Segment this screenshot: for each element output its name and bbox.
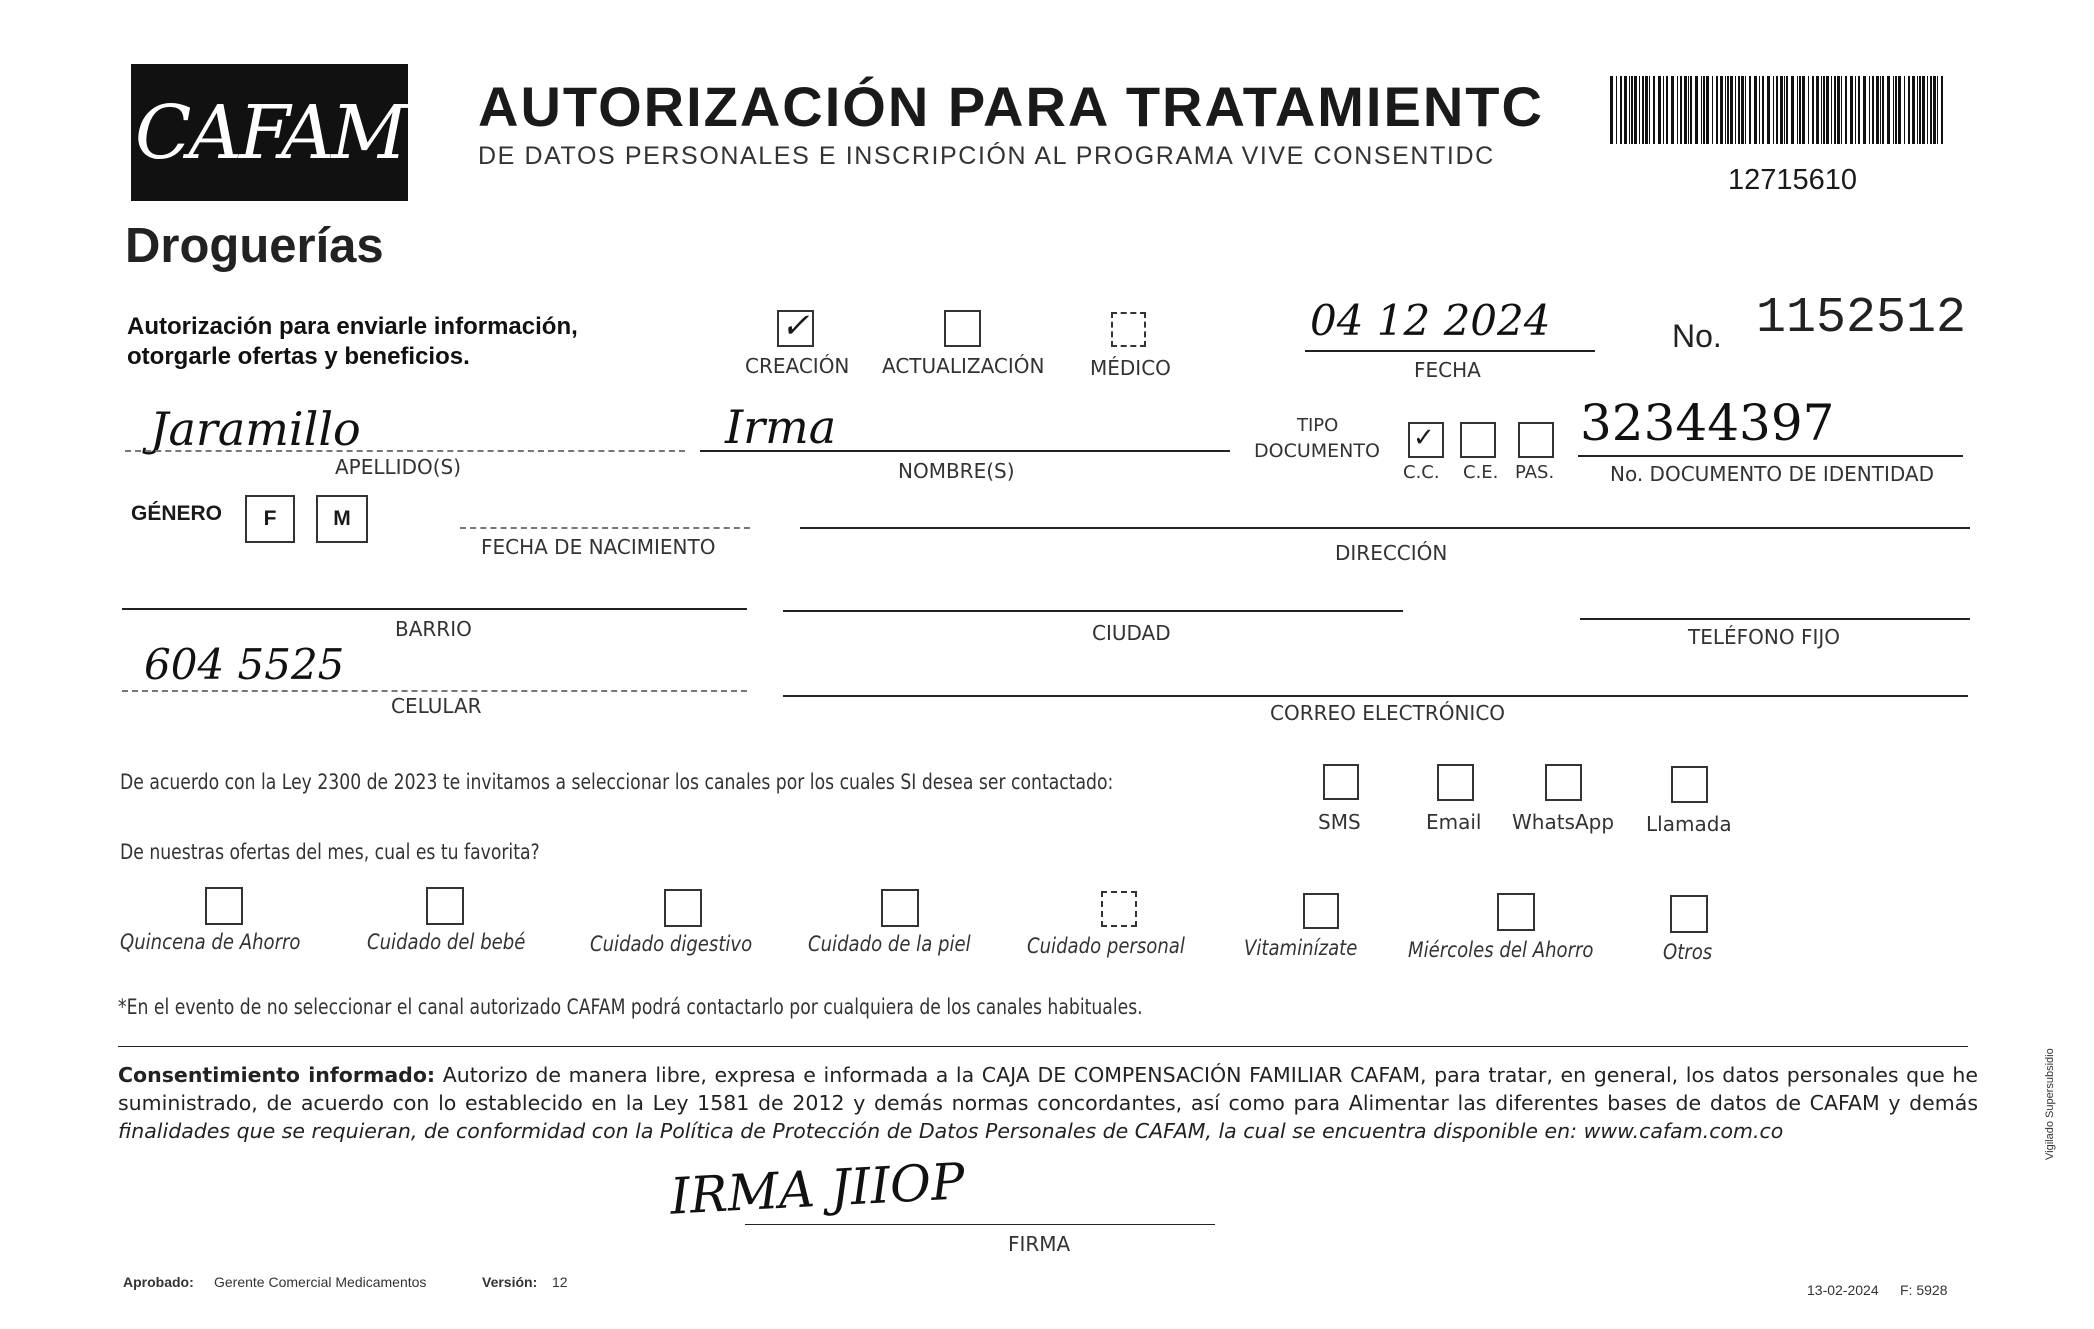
sms-label: SMS	[1318, 810, 1361, 834]
city-label: CIUDAD	[1092, 621, 1171, 645]
version-value: 12	[552, 1274, 568, 1290]
birth-label: FECHA DE NACIMIENTO	[481, 535, 716, 559]
offer-checkbox-miercoles[interactable]	[1497, 893, 1535, 931]
email-line	[783, 695, 1968, 697]
doc-pas-checkbox[interactable]	[1518, 422, 1554, 458]
mobile-value[interactable]: 604 5525	[144, 640, 345, 689]
offer-checkbox-bebe[interactable]	[426, 887, 464, 925]
address-line	[800, 527, 1970, 529]
barcode-number: 12715610	[1728, 164, 1858, 196]
doc-type-label-1: TIPO	[1297, 415, 1339, 436]
update-checkbox[interactable]	[944, 310, 981, 347]
offer-label-otros: Otros	[1663, 940, 1713, 964]
offer-label-personal: Cuidado personal	[1027, 934, 1185, 958]
form-number-prefix: No.	[1672, 318, 1722, 354]
gender-m-option[interactable]: M	[316, 495, 368, 543]
neighborhood-line	[122, 608, 747, 610]
offer-checkbox-digestivo[interactable]	[664, 889, 702, 927]
barcode-image	[1610, 76, 1948, 144]
neighborhood-label: BARRIO	[395, 617, 472, 641]
consent-paragraph	[118, 1061, 1978, 1145]
doc-ce-label: C.E.	[1463, 462, 1499, 483]
offer-label-quincena: Quincena de Ahorro	[120, 930, 301, 954]
name-label: NOMBRE(S)	[898, 459, 1015, 483]
phone-line	[1580, 618, 1970, 620]
doc-number-line	[1578, 455, 1963, 457]
form-title: AUTORIZACIÓN PARA TRATAMIENTC	[478, 75, 1544, 138]
name-value[interactable]: Irma	[725, 400, 837, 454]
phone-label: TELÉFONO FIJO	[1688, 625, 1840, 649]
doc-ce-checkbox[interactable]	[1460, 422, 1496, 458]
version-label: Versión:	[482, 1274, 538, 1290]
mobile-line	[122, 690, 747, 692]
city-line	[783, 610, 1403, 612]
birth-line	[460, 527, 750, 529]
doc-type-label-2: DOCUMENTO	[1254, 440, 1380, 462]
address-label: DIRECCIÓN	[1335, 541, 1448, 565]
sms-checkbox[interactable]	[1323, 764, 1359, 800]
doc-cc-checkbox[interactable]	[1408, 422, 1444, 458]
date-line	[1305, 350, 1595, 352]
side-vigilado-text: Vigilado Supersubsidio	[2044, 1048, 2056, 1160]
email-channel-label: Email	[1426, 810, 1482, 834]
logo-text: CAFAM	[134, 89, 405, 176]
signature-line	[745, 1224, 1215, 1225]
form-subtitle: DE DATOS PERSONALES E INSCRIPCIÓN AL PROGRAMA VIVE CONSENTIDC	[478, 142, 1495, 170]
doc-pas-label: PAS.	[1515, 462, 1555, 483]
consent-heading: Consentimiento informado:	[118, 1063, 436, 1087]
gender-label: GÉNERO	[131, 502, 223, 525]
signature-value[interactable]: IRMA JIIOP	[668, 1152, 967, 1226]
form-number: 1152512	[1756, 290, 1967, 347]
whatsapp-label: WhatsApp	[1512, 810, 1615, 834]
creation-checkbox[interactable]	[777, 306, 814, 347]
consent-italic: finalidades que se requieran, de conformidad con la Política de Protección de Datos Personales de CAFAM, la cual se encuentra disponible en: www.cafam.com.co	[118, 1119, 1784, 1143]
medical-checkbox[interactable]	[1111, 312, 1146, 347]
footer-form-code: F: 5928	[1900, 1282, 1948, 1298]
mobile-label: CELULAR	[391, 694, 482, 718]
update-label: ACTUALIZACIÓN	[882, 354, 1045, 378]
channels-prompt: De acuerdo con la Ley 2300 de 2023 te invitamos a seleccionar los canales por los cuales SI desea ser contactado:	[120, 770, 1114, 794]
offer-label-bebe: Cuidado del bebé	[367, 930, 526, 954]
signature-label: FIRMA	[1008, 1232, 1071, 1256]
note-divider	[118, 1046, 1968, 1047]
surname-line	[125, 450, 685, 452]
offer-label-miercoles: Miércoles del Ahorro	[1408, 938, 1594, 962]
check-mark-icon: ✓	[1413, 422, 1435, 452]
email-checkbox[interactable]	[1437, 764, 1474, 801]
offer-checkbox-piel[interactable]	[881, 889, 919, 927]
cafam-logo	[131, 64, 408, 201]
surname-label: APELLIDO(S)	[335, 455, 462, 479]
doc-number-label: No. DOCUMENTO DE IDENTIDAD	[1610, 462, 1935, 486]
offer-label-digestivo: Cuidado digestivo	[590, 932, 753, 956]
offer-label-vitaminizate: Vitaminízate	[1244, 936, 1358, 960]
approved-label: Aprobado:	[123, 1274, 194, 1290]
call-checkbox[interactable]	[1671, 766, 1708, 803]
doc-cc-label: C.C.	[1403, 462, 1440, 483]
date-value[interactable]: 04 12 2024	[1310, 296, 1551, 345]
note-text: *En el evento de no seleccionar el canal autorizado CAFAM podrá contactarlo por cualquiera de los canales habituales.	[118, 995, 1143, 1019]
section-title: Droguerías	[125, 219, 384, 273]
check-mark-icon: ✓	[781, 306, 810, 346]
approved-value: Gerente Comercial Medicamentos	[214, 1274, 427, 1290]
offer-checkbox-personal[interactable]	[1101, 891, 1137, 927]
whatsapp-checkbox[interactable]	[1545, 764, 1582, 801]
intro-line-2: otorgarle ofertas y beneficios.	[127, 343, 470, 370]
medical-label: MÉDICO	[1090, 356, 1171, 380]
offers-prompt: De nuestras ofertas del mes, cual es tu favorita?	[120, 840, 540, 864]
call-label: Llamada	[1646, 812, 1732, 836]
date-label: FECHA	[1414, 358, 1481, 382]
creation-label: CREACIÓN	[745, 354, 850, 378]
surname-value[interactable]: Jaramillo	[150, 402, 361, 456]
offer-label-piel: Cuidado de la piel	[808, 932, 971, 956]
intro-line-1: Autorización para enviarle información,	[127, 313, 578, 340]
consent-body: Autorizo de manera libre, expresa e informada a la CAJA DE COMPENSACIÓN FAMILIAR CAFAM, para tratar, en general, los datos personales que he suministrado, de acuerdo con lo establecido en la Ley 1581 de 2012 y demás normas concordantes, así como para Alimentar las diferentes bases de datos de CAFAM y demás	[118, 1063, 1978, 1115]
offer-checkbox-quincena[interactable]	[205, 887, 243, 925]
email-label: CORREO ELECTRÓNICO	[1270, 701, 1506, 725]
gender-f-option[interactable]: F	[245, 495, 295, 543]
name-line	[700, 450, 1230, 452]
footer-date-code: 13-02-2024	[1807, 1282, 1879, 1298]
offer-checkbox-vitaminizate[interactable]	[1303, 893, 1339, 929]
doc-number-value[interactable]: 32344397	[1580, 394, 1835, 452]
offer-checkbox-otros[interactable]	[1670, 895, 1708, 933]
